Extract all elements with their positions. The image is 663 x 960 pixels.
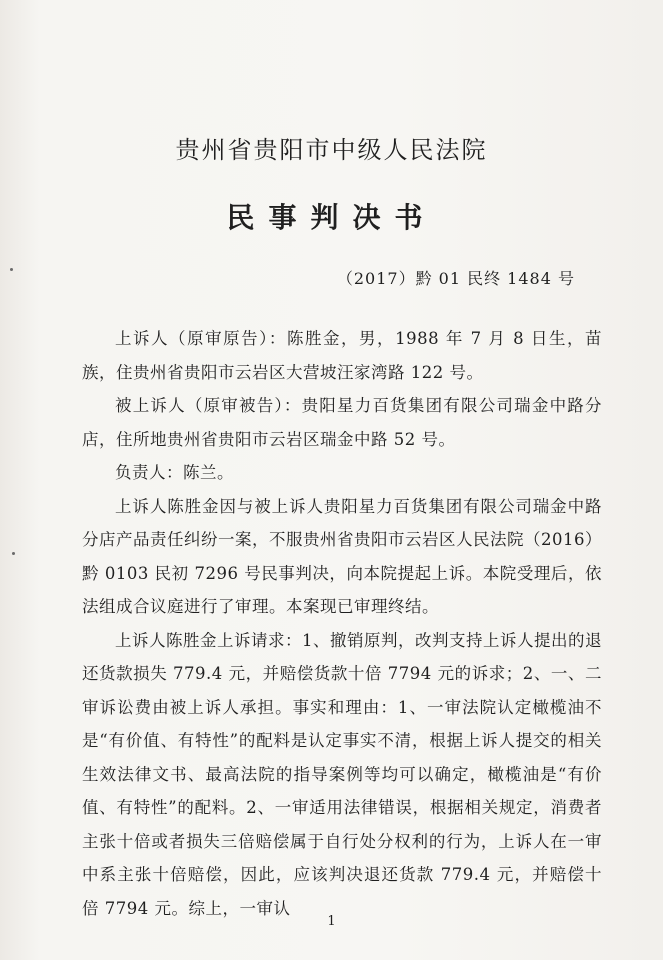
document-body (82, 322, 602, 925)
paragraph-case-intro: 上诉人陈胜金因与被上诉人贵阳星力百货集团有限公司瑞金中路分店产品责任纠纷一案，不服贵州省贵阳市云岩区人民法院（2016）黔 0103 民初 7296 号民事判决，向本院提起上诉。本院受理后，依法组成合议庭进行了审理。本案现已审理终结。 (82, 496, 602, 616)
page-number: 1 (327, 914, 336, 929)
court-name: 贵州省贵阳市中级人民法院 (175, 136, 488, 164)
paragraph-appeal-request: 上诉人陈胜金上诉请求：1、撤销原判，改判支持上诉人提出的退还货款损失 779.4 元，并赔偿货款十倍 7794 元的诉求；2、一、二审诉讼费由被上诉人承担。事实和理由：1、一审法院认定橄榄油不是“有价值、有特性”的配料是认定事实不清，根据上诉人提交的相关生效法律文书、最高法院的指导案例等均可以确定，橄榄油是“有价值、有特性”的配料。2、一审适用法律错误，根据相关规定，消费者主张十倍或者损失三倍赔偿属于自行处分权利的行为，上诉人在一审中系主张十倍赔偿，因此，应该判决退还货款 779.4 元，并赔偿十倍 7794 元。综上，一审认 (82, 630, 602, 918)
scan-speck (10, 268, 13, 271)
paragraph-responsible-person: 负责人：陈兰。 (115, 463, 234, 482)
scan-speck (12, 552, 15, 555)
paragraph-appellee: 被上诉人（原审被告）：贵阳星力百货集团有限公司瑞金中路分店，住所地贵州省贵阳市云岩区瑞金中路 52 号。 (82, 396, 602, 449)
paragraph-appellant: 上诉人（原审原告）：陈胜金，男，1988 年 7 月 8 日生，苗族，住贵州省贵阳市云岩区大营坡汪家湾路 122 号。 (82, 329, 602, 382)
case-number: （2017）黔 01 民终 1484 号 (336, 269, 575, 288)
document-title: 民事判决书 (226, 201, 437, 234)
